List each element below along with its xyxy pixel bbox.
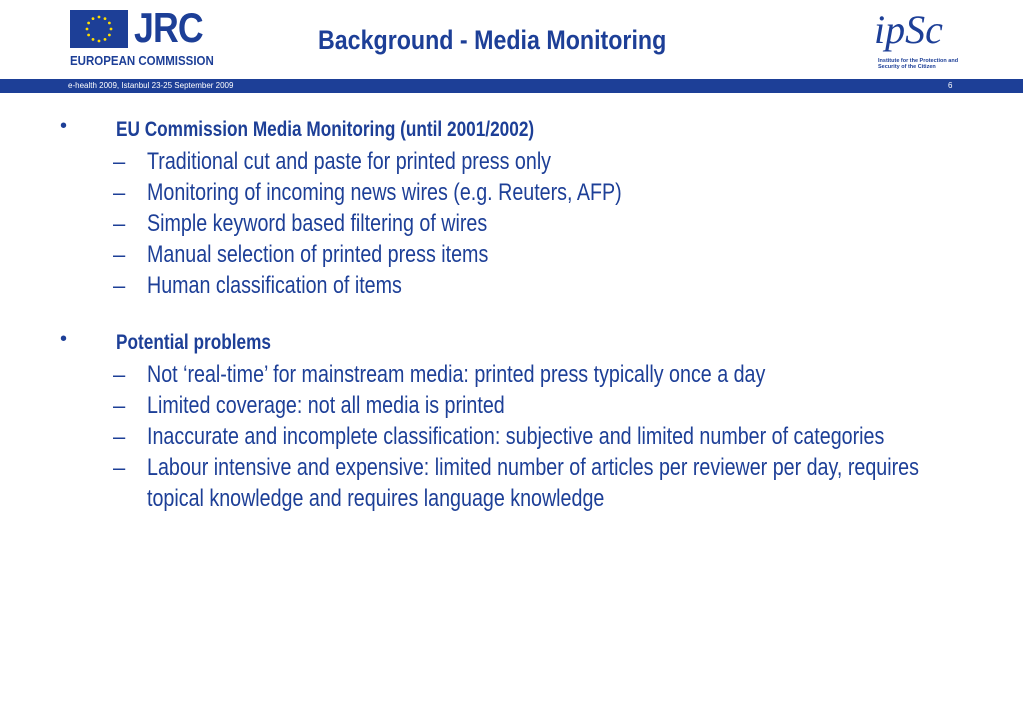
- eu-star-icon: [92, 38, 95, 41]
- section-media-monitoring: [0, 114, 1023, 301]
- footer-bar: [0, 79, 1023, 93]
- list-item: [0, 146, 1023, 177]
- eu-star-icon: [87, 34, 90, 37]
- list-item: [0, 239, 1023, 270]
- item-text: Inaccurate and incomplete classification: subjective and limited number of categories: [147, 423, 885, 450]
- item-text: Manual selection of printed press items: [147, 241, 489, 268]
- bullet-icon: •: [60, 115, 68, 137]
- eu-star-icon: [110, 28, 113, 31]
- list-item: [0, 421, 1023, 452]
- eu-star-icon: [108, 22, 111, 25]
- dash-icon: –: [113, 242, 126, 267]
- section-gap: [0, 301, 1023, 327]
- eu-star-icon: [104, 38, 107, 41]
- page-number: 6: [948, 81, 953, 90]
- eu-star-icon: [92, 17, 95, 20]
- item-text: Human classification of items: [147, 272, 402, 299]
- jrc-logo: [70, 4, 220, 72]
- bullet-icon: •: [60, 328, 68, 350]
- european-commission-wordmark: EUROPEAN COMMISSION: [70, 54, 214, 68]
- item-text: Not ‘real-time’ for mainstream media: printed press typically once a day: [147, 361, 766, 388]
- list-item: [0, 270, 1023, 301]
- list-item: [0, 452, 1023, 514]
- dash-icon: –: [113, 362, 126, 387]
- dash-icon: –: [113, 393, 126, 418]
- item-text: Traditional cut and paste for printed press only: [147, 148, 552, 175]
- list-item: [0, 208, 1023, 239]
- slide-title: Background - Media Monitoring: [318, 25, 667, 55]
- dash-icon: –: [113, 424, 126, 449]
- section-heading: EU Commission Media Monitoring (until 2001/2002): [116, 118, 535, 141]
- list-item: [0, 390, 1023, 421]
- eu-flag-icon: [70, 10, 128, 48]
- item-text: Monitoring of incoming news wires (e.g. Reuters, AFP): [147, 179, 622, 206]
- dash-icon: –: [113, 211, 126, 236]
- eu-star-icon: [108, 34, 111, 37]
- dash-icon: –: [113, 149, 126, 174]
- dash-icon: –: [113, 455, 126, 480]
- footer-event-text: e-health 2009, Istanbul 23-25 September 2009: [68, 81, 234, 90]
- eu-star-icon: [98, 40, 101, 43]
- eu-star-icon: [104, 17, 107, 20]
- section-heading: Potential problems: [116, 331, 272, 354]
- eu-star-icon: [86, 28, 89, 31]
- dash-icon: –: [113, 273, 126, 298]
- item-list: [0, 146, 1023, 301]
- ipsc-logo: [870, 4, 960, 74]
- section-potential-problems: [0, 327, 1023, 514]
- item-text: Labour intensive and expensive: limited number of articles per reviewer per day, requires topical knowledge and requires language knowledge: [147, 454, 919, 512]
- ipsc-wordmark: ipSc: [874, 7, 943, 52]
- dash-icon: –: [113, 180, 126, 205]
- list-item: [0, 359, 1023, 390]
- eu-star-icon: [98, 16, 101, 19]
- item-text: Simple keyword based filtering of wires: [147, 210, 488, 237]
- ipsc-tagline: Institute for the Protection and Security of the Citizen: [878, 58, 959, 70]
- item-text: Limited coverage: not all media is printed: [147, 392, 505, 419]
- item-list: [0, 359, 1023, 514]
- jrc-wordmark: JRC: [134, 4, 203, 51]
- slide-content: [0, 114, 1023, 514]
- eu-star-icon: [87, 22, 90, 25]
- list-item: [0, 177, 1023, 208]
